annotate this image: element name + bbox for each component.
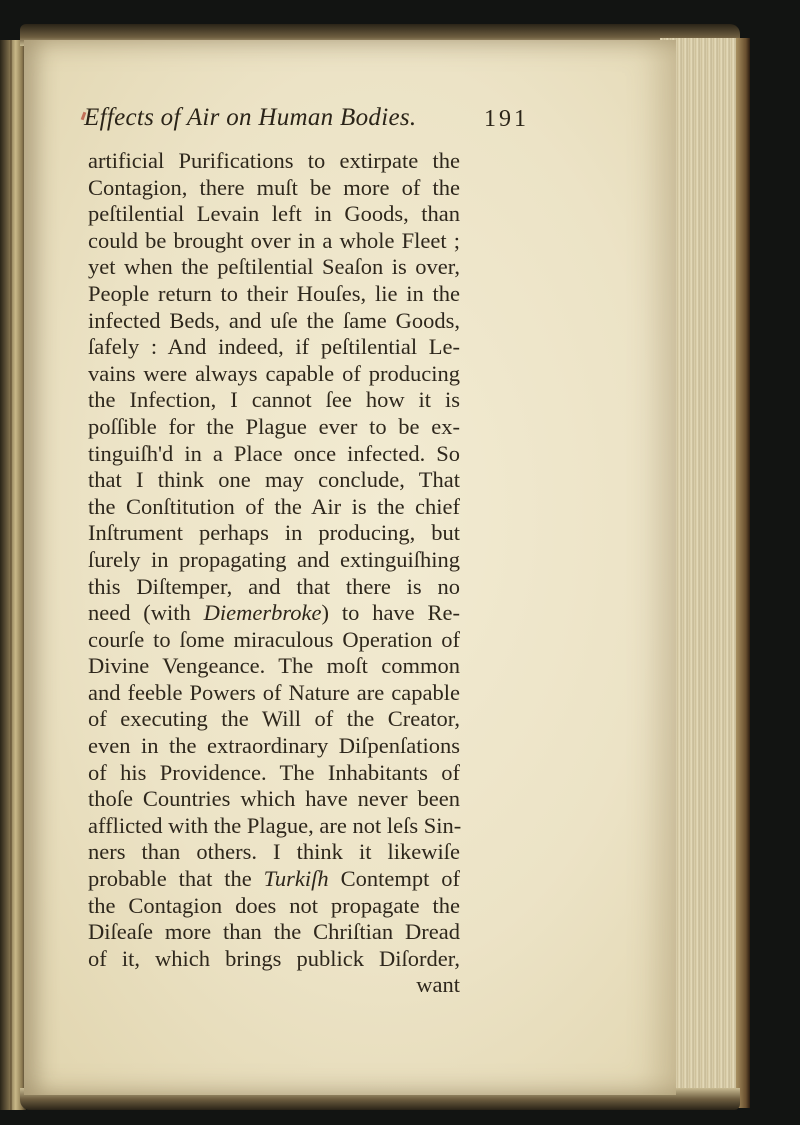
text-line: Diſeaſe more than the Chriſtian Dread xyxy=(88,919,460,945)
text-line: that I think one may conclude, That xyxy=(88,467,460,493)
text-line: of executing the Will of the Creator, xyxy=(88,706,460,732)
text-line: tinguiſh'd in a Place once infected. So xyxy=(88,440,460,466)
text-line: courſe to ſome miraculous Operation of xyxy=(88,626,460,652)
body-text xyxy=(88,148,460,999)
text-line: the Infection, I cannot ſee how it is xyxy=(88,387,460,413)
text-line: ners than others. I think it likewiſe xyxy=(88,839,460,865)
text-line: ſafely : And indeed, if peſtilential Le- xyxy=(88,334,460,360)
text-line: of it, which brings publick Diſorder, xyxy=(88,945,460,971)
text-line: Divine Vengeance. The moſt common xyxy=(88,653,460,679)
text-line: the Contagion does not propagate the xyxy=(88,892,460,918)
text-line: and feeble Powers of Nature are capable xyxy=(88,679,460,705)
text-line: vains were always capable of producing xyxy=(88,360,460,386)
text-line: this Diſtemper, and that there is no xyxy=(88,573,460,599)
text-line: Inſtrument perhaps in producing, but xyxy=(88,520,460,546)
text-line: ſurely in propagating and extinguiſhing xyxy=(88,546,460,572)
text-line: thoſe Countries which have never been xyxy=(88,786,460,812)
text-line: peſtilential Levain left in Goods, than xyxy=(88,201,460,227)
text-line: artificial Purifications to extirpate the xyxy=(88,148,460,173)
text-line: of his Providence. The Inhabitants of xyxy=(88,759,460,785)
italic-name: Diemerbroke xyxy=(203,600,322,626)
text-line xyxy=(88,866,460,893)
text-segment: Contempt of xyxy=(328,866,460,892)
text-line: People return to their Houſes, lie in the xyxy=(88,280,460,306)
text-line: yet when the peſtilential Seaſon is over, xyxy=(88,254,460,280)
text-segment: ) to have Re- xyxy=(321,600,460,626)
text-line: poſſible for the Plague ever to be ex- xyxy=(88,413,460,439)
text-line: could be brought over in a whole Fleet ; xyxy=(88,227,460,253)
text-line xyxy=(88,600,460,627)
page-number: 191 xyxy=(484,106,529,132)
running-head xyxy=(84,104,604,144)
text-segment: need (with xyxy=(88,600,204,626)
text-line: even in the extraordinary Diſpenſations xyxy=(88,733,460,759)
text-segment: probable that the xyxy=(88,866,264,892)
text-line: afflicted with the Plague, are not leſs Sin- xyxy=(88,812,462,838)
book-binding xyxy=(0,40,26,1110)
italic-turkish: Turkiſh xyxy=(263,866,329,892)
running-head-title: Effects of Air on Human Bodies. xyxy=(84,104,417,131)
catchword: want xyxy=(416,972,460,998)
text-line: Contagion, there muſt be more of the xyxy=(88,174,460,200)
text-line: infected Beds, and uſe the ſame Goods, xyxy=(88,307,460,333)
text-line: the Conſtitution of the Air is the chief xyxy=(88,493,460,519)
